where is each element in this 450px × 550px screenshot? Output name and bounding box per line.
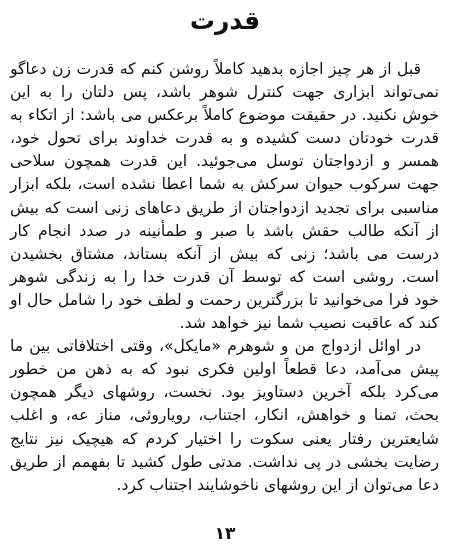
body-text — [10, 58, 439, 497]
page-number: ۱۳ — [214, 524, 236, 544]
paragraph-1: قبل از هر چیز اجازه بدهید کاملاً روشن کنم که قدرت زن دعاگو نمی‌تواند ابزاری جهت کنترل شوهر باشد، پس دلتان را به این خوش نکنید. در حقیقت موضوع کاملاً برعکس می باشد: از اتکاء به قدرت خودتان دست کشیده و به قدرت خداوند برای تحول خود، همسر و ازدواجتان توسل می‌جوئید. این قدرت همچون سلاحی جهت سرکوب حیوان سرکش به شما اعطا نشده است، بلکه ابزار مناسبی برای تجدید ازدواجتان از طریق دعاهای زنی است که بیش از آنکه طالب حقش باشد با صبر و طمأنینه در صدد انجام کار درست می باشد؛ زنی که بیش از آنکه بستاند، مشتاق بخشیدن است. روشی است که توسط آن قدرت خدا را به زندگی شوهر خود فرا می‌خوانید تا بزرگترین رحمت و لطف خود را شامل حال او کند که عاقبت نصیب شما نیز خواهد شد. — [10, 60, 439, 333]
chapter-title: قدرت — [189, 6, 261, 35]
paragraph-2: در اوائل ازدواج من و شوهرم «مایکل»، وقتی اختلافاتی بین ما پیش می‌آمد، دعا قطعاً اولین فکری نبود که به ذهن من خطور می‌کرد بلکه آخرین دستاویز بود. نخست، روشهای دیگر همچون بحث، تمنا و خواهش، انکار، اجتناب، رویاروئی، مناز عه، و اغلب شایعترین رفتار یعنی سکوت را اختیار کردم که هیچیک نیز نتایج رضایت بخشی در پی نداشت. مدتی طول کشید تا بفهمم از طریق دعا می‌توان از این روشهای ناخوشایند اجتناب کرد. — [10, 337, 439, 494]
